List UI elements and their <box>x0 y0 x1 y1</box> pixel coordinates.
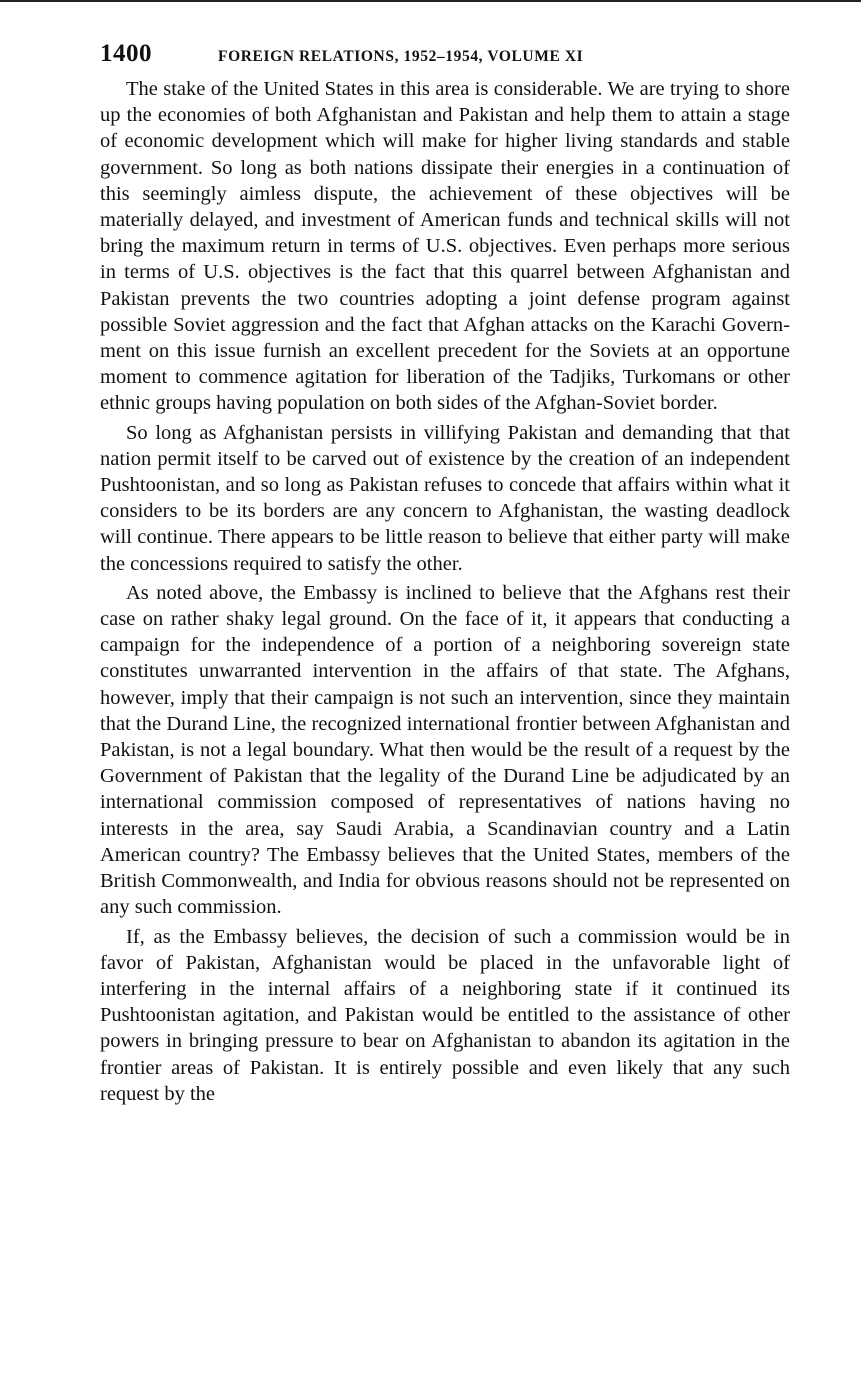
paragraph: The stake of the United States in this area is considerable. We are trying to shore up the economies of both Afghanistan and Pakistan and help them to attain a stage of economic development which will make for higher living standards and stable government. So long as both nations dissipate their energies in a continuation of this seemingly aimless dispute, the achievement of these objectives will be materially delayed, and investment of American funds and technical skills will not bring the maximum return in terms of U.S. objectives. Even perhaps more serious in terms of U.S. objectives is the fact that this quarrel between Afghanistan and Pakistan prevents the two countries adopting a joint defense program against possible Soviet aggression and the fact that Afghan attacks on the Karachi Government on this issue furnish an excellent precedent for the Soviets at an opportune moment to commence agitation for liberation of the Tadjiks, Turkomans or other ethnic groups having population on both sides of the Afghan-Soviet border. <box>100 78 790 415</box>
page-number: 1400 <box>100 40 152 67</box>
paragraph: As noted above, the Embassy is inclined to believe that the Afghans rest their case on rather shaky legal ground. On the face of it, it appears that conducting a campaign for the independence of a portion of a neighboring sovereign state constitutes unwarranted intervention in the affairs of that state. The Afghans, however, imply that their campaign is not such an intervention, since they maintain that the Durand Line, the recognized international frontier between Afghanistan and Pakistan, is not a legal boundary. What then would be the result of a request by the Government of Pakistan that the legality of the Durand Line be adjudicated by an international commission composed of representatives of nations having no interests in the area, say Saudi Arabia, a Scandinavian country and a Latin American country? The Embassy believes that the United States, members of the British Commonwealth, and India for obvious reasons should not be represented on any such commission. <box>100 581 790 919</box>
paragraph: So long as Afghanistan persists in villifying Pakistan and demanding that that nation permit itself to be carved out of existence by the creation of an independent Pushtoonistan, and so long as Pakistan refuses to concede that affairs within what it considers to be its borders are any concern to Afghanistan, the wasting deadlock will continue. There appears to be little reason to believe that either party will make the concessions required to satisfy the other. <box>100 421 790 575</box>
top-rule <box>0 0 861 2</box>
document-page <box>100 40 790 1110</box>
paragraph: If, as the Embassy believes, the decision of such a commission would be in favor of Pakistan, Afghanistan would be placed in the unfavorable light of interfering in the internal affairs of a neighboring state if it continued its Pushtoonistan agitation, and Pakistan would be entitled to the assistance of other powers in bringing pressure to bear on Afghanistan to abandon its agitation in the frontier areas of Pakistan. It is entirely possible and even likely that any such request by the <box>100 925 790 1105</box>
body-text <box>100 76 790 1107</box>
running-title: FOREIGN RELATIONS, 1952–1954, VOLUME XI <box>218 48 584 65</box>
running-head <box>100 40 790 76</box>
